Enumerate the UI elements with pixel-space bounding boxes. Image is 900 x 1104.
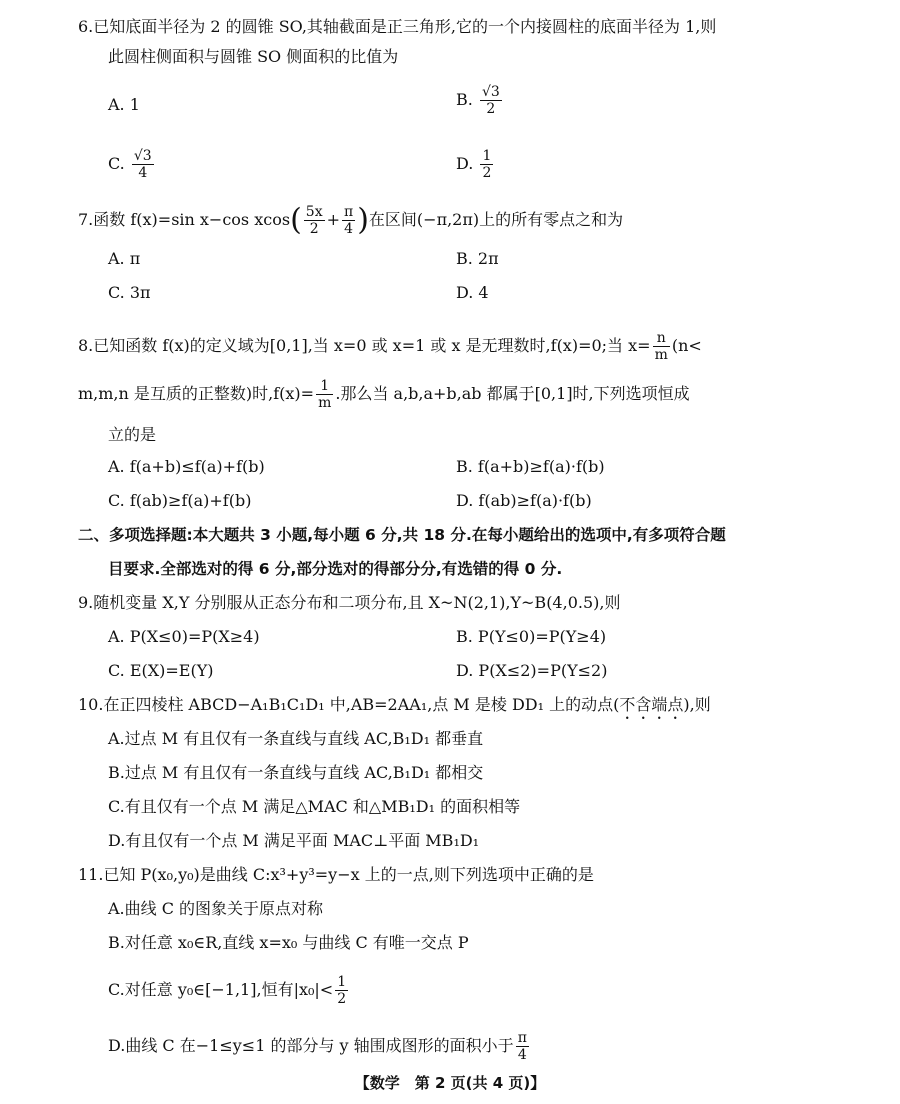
q8-option-a: A. f(a+b)≤f(a)+f(b) <box>108 457 265 476</box>
q8-option-b: B. f(a+b)≥f(a)·f(b) <box>456 457 605 476</box>
fraction <box>316 378 333 411</box>
denominator: 4 <box>344 221 354 237</box>
numerator: 5x <box>305 204 323 220</box>
q9-stem: 9.随机变量 X,Y 分别服从正态分布和二项分布,且 X~N(2,1),Y~B(4,0.5),则 <box>78 593 621 612</box>
stem-text: .那么当 a,b,a+b,ab 都属于[0,1]时,下列选项恒成 <box>335 384 690 403</box>
denominator: 2 <box>482 165 492 181</box>
fraction <box>480 84 502 117</box>
q9-option-a: A. P(X≤0)=P(X≥4) <box>108 627 260 646</box>
denominator: 2 <box>486 101 496 117</box>
q11-option-d <box>108 1030 531 1063</box>
option-label: D. <box>456 154 474 173</box>
q10-option-a: A.过点 M 有且仅有一条直线与直线 AC,B₁D₁ 都垂直 <box>108 729 484 748</box>
section-heading-line1: 二、多项选择题:本大题共 3 小题,每小题 6 分,共 18 分.在每小题给出的选项中,有多项符合题 <box>78 526 726 544</box>
stem-text: m,m,n 是互质的正整数)时,f(x)= <box>78 384 315 403</box>
option-label: B. <box>456 90 473 109</box>
numerator: 1 <box>337 974 347 990</box>
close-paren: ) <box>357 202 369 238</box>
q6-option-a <box>108 94 140 116</box>
q6-option-c <box>108 148 156 181</box>
emphasized-text: 不含端点 <box>619 695 684 714</box>
q7-option-c: C. 3π <box>108 283 151 302</box>
q8-option-c: C. f(ab)≥f(a)+f(b) <box>108 491 252 510</box>
numerator: 1 <box>482 148 492 164</box>
q10-option-c: C.有且仅有一个点 M 满足△MAC 和△MB₁D₁ 的面积相等 <box>108 797 521 816</box>
option-text: D.曲线 C 在−1≤y≤1 的部分与 y 轴围成图形的面积小于 <box>108 1036 514 1055</box>
stem-text-pre: 7.函数 f(x)=sin x−cos xcos <box>78 210 291 229</box>
plus-sign: + <box>326 210 340 229</box>
q8-stem-line1 <box>78 330 702 363</box>
denominator: 4 <box>517 1047 527 1063</box>
denominator: 4 <box>138 165 148 181</box>
q11-option-a: A.曲线 C 的图象关于原点对称 <box>108 899 324 918</box>
q7-stem <box>78 204 623 237</box>
numerator: √3 <box>481 84 500 100</box>
numerator: π <box>517 1030 527 1046</box>
fraction <box>132 148 154 181</box>
q7-option-b: B. 2π <box>456 249 499 268</box>
stem-text: ),则 <box>683 695 711 714</box>
fraction <box>516 1030 529 1063</box>
option-label: C. <box>108 154 125 173</box>
q8-stem-line2 <box>78 378 690 411</box>
q8-stem-line3: 立的是 <box>108 425 157 444</box>
q10-option-b: B.过点 M 有且仅有一条直线与直线 AC,B₁D₁ 都相交 <box>108 763 484 782</box>
open-paren: ( <box>290 202 302 238</box>
q9-option-b: B. P(Y≤0)=P(Y≥4) <box>456 627 607 646</box>
denominator: m <box>318 395 332 411</box>
denominator: m <box>654 347 668 363</box>
q9-option-c: C. E(X)=E(Y) <box>108 661 214 680</box>
numerator: 1 <box>316 378 333 395</box>
stem-text-post: 在区间(−π,2π)上的所有零点之和为 <box>368 210 624 229</box>
q7-option-d: D. 4 <box>456 283 489 302</box>
numerator: π <box>344 204 354 220</box>
q9-option-d: D. P(X≤2)=P(Y≤2) <box>456 661 608 680</box>
q11-option-c <box>108 974 350 1007</box>
denominator: 2 <box>309 221 319 237</box>
stem-text: 8.已知函数 f(x)的定义域为[0,1],当 x=0 或 x=1 或 x 是无理数时,f(x)=0;当 x= <box>78 336 651 355</box>
q10-option-d: D.有且仅有一个点 M 满足平面 MAC⊥平面 MB₁D₁ <box>108 831 480 850</box>
option-value: 1 <box>129 95 140 114</box>
q11-stem: 11.已知 P(x₀,y₀)是曲线 C:x³+y³=y−x 上的一点,则下列选项中正确的是 <box>78 865 594 884</box>
q6-option-d <box>456 148 495 181</box>
q6-stem-line2: 此圆柱侧面积与圆锥 SO 侧面积的比值为 <box>108 47 399 66</box>
fraction <box>304 204 325 237</box>
q7-option-a: A. π <box>108 249 141 268</box>
fraction <box>342 204 355 237</box>
q8-option-d: D. f(ab)≥f(a)·f(b) <box>456 491 592 510</box>
q6-option-b <box>456 84 504 117</box>
fraction <box>335 974 348 1007</box>
numerator: √3 <box>133 148 152 164</box>
stem-text: (n< <box>671 336 702 355</box>
numerator: n <box>653 330 670 347</box>
option-label: A. <box>108 95 125 114</box>
section-heading-line2: 目要求.全部选对的得 6 分,部分选对的得部分分,有选错的得 0 分. <box>108 560 563 578</box>
q10-stem <box>78 694 711 723</box>
stem-text: 10.在正四棱柱 ABCD−A₁B₁C₁D₁ 中,AB=2AA₁,点 M 是棱 DD₁ 上的动点( <box>78 695 620 714</box>
fraction <box>653 330 670 363</box>
fraction <box>480 148 493 181</box>
q11-option-b: B.对任意 x₀∈R,直线 x=x₀ 与曲线 C 有唯一交点 P <box>108 933 469 952</box>
option-text: C.对任意 y₀∈[−1,1],恒有|x₀|< <box>108 980 334 999</box>
page-footer: 【数学 第 2 页(共 4 页)】 <box>354 1074 546 1092</box>
q6-stem-line1: 6.已知底面半径为 2 的圆锥 SO,其轴截面是正三角形,它的一个内接圆柱的底面半径为 1,则 <box>78 17 717 36</box>
denominator: 2 <box>337 991 347 1007</box>
